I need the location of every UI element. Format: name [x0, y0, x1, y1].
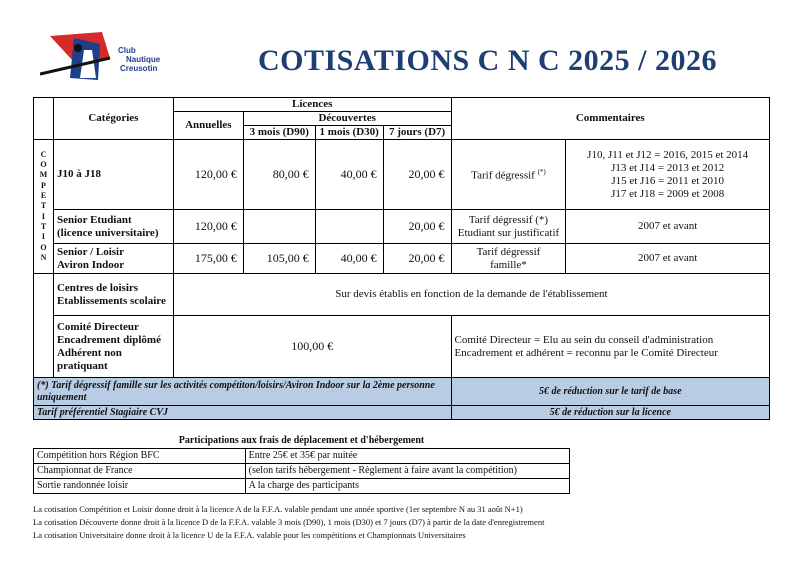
row-comment: 2007 et avant [566, 210, 770, 244]
footnote: La cotisation Découverte donne droit à la licence D de la F.F.A. valable 3 mois (D90), 1 mois (D30) et 7 jours (D7) à partir de la date d'enregistrement [33, 517, 545, 527]
price-d30: 40,00 € [315, 244, 383, 274]
table-row [34, 274, 770, 316]
spacer-cell [34, 274, 54, 316]
note-row [34, 378, 770, 406]
note-right: 5€ de réduction sur la licence [451, 406, 769, 420]
centres-text: Sur devis établis en fonction de la demande de l'établissement [173, 274, 769, 316]
spacer-cell [34, 316, 54, 378]
header-decouvertes: Découvertes [243, 112, 451, 126]
note-left: Tarif préférentiel Stagiaire CVJ [34, 406, 452, 420]
header-d90: 3 mois (D90) [243, 126, 315, 140]
price-annuelle: 120,00 € [173, 210, 243, 244]
participation-label: Compétition hors Région BFC [34, 449, 246, 464]
participation-label: Championnat de France [34, 464, 246, 479]
price-d90-empty [243, 210, 315, 244]
table-row [34, 210, 770, 244]
page-title: COTISATIONS C N C 2025 / 2026 [258, 44, 718, 77]
comite-price: 100,00 € [173, 316, 451, 378]
participation-label: Sortie randonnée loisir [34, 479, 246, 494]
row-tarif: Tarif dégressif (*) [451, 140, 566, 210]
price-d7: 20,00 € [383, 244, 451, 274]
table-row [34, 140, 770, 210]
header-d7: 7 jours (D7) [383, 126, 451, 140]
participation-value: (selon tarifs hébergement - Règlement à faire avant la compétition) [245, 464, 569, 479]
cotisations-table [33, 97, 770, 420]
table-row [34, 464, 570, 479]
row-tarif: Tarif dégressif (*) Etudiant sur justificatif [451, 210, 566, 244]
logo-text-creusotin: Creusotin [120, 64, 158, 73]
header-licences: Licences [173, 98, 451, 112]
comite-comment: Comité Directeur = Elu au sein du conseil d'administration Encadrement et adhérent = reconnu par le Comité Directeur [451, 316, 769, 378]
competition-vertical-label: C O M P E T I T I O N [34, 140, 54, 274]
price-d30: 40,00 € [315, 140, 383, 210]
price-d90: 105,00 € [243, 244, 315, 274]
table-row [34, 244, 770, 274]
row-category: Senior / Loisir Aviron Indoor [53, 244, 173, 274]
header-commentaires: Commentaires [451, 98, 769, 140]
row-category: Comité Directeur Encadrement diplômé Adhérent non pratiquant [53, 316, 173, 378]
note-row [34, 406, 770, 420]
row-category: Centres de loisirs Etablissements scolaire [53, 274, 173, 316]
footnote: La cotisation Compétition et Loisir donne droit à la licence A de la F.F.A. valable pendant une année sportive (1er septembre N au 31 août N+1) [33, 504, 523, 514]
club-logo [40, 28, 175, 90]
price-annuelle: 120,00 € [173, 140, 243, 210]
header-d30: 1 mois (D30) [315, 126, 383, 140]
row-category: Senior Etudiant (licence universitaire) [53, 210, 173, 244]
participation-value: A la charge des participants [245, 479, 569, 494]
logo-text-nautique: Nautique [126, 55, 161, 64]
table-row [34, 479, 570, 494]
row-comment: 2007 et avant [566, 244, 770, 274]
row-comment: J10, J11 et J12 = 2016, 2015 et 2014 J13 et J14 = 2013 et 2012 J15 et J16 = 2011 et 2010 J17 et J18 = 2009 et 2008 [566, 140, 770, 210]
header-corner [34, 98, 54, 140]
note-right: 5€ de réduction sur le tarif de base [451, 378, 769, 406]
table-row [34, 449, 570, 464]
row-category: J10 à J18 [53, 140, 173, 210]
header-annuelles: Annuelles [173, 112, 243, 140]
row-tarif: Tarif dégressif famille* [451, 244, 566, 274]
footnotes [33, 503, 783, 542]
price-d30-empty [315, 210, 383, 244]
participation-value: Entre 25€ et 35€ par nuitée [245, 449, 569, 464]
note-left: (*) Tarif dégressif famille sur les activités compétiton/loisirs/Aviron Indoor sur la 2ème personne uniquement [34, 378, 452, 406]
logo-text-club: Club [118, 46, 136, 55]
participations-table [33, 434, 570, 494]
price-d7: 20,00 € [383, 140, 451, 210]
participations-title: Participations aux frais de déplacement et d'hébergement [34, 434, 570, 449]
footnote: La cotisation Universitaire donne droit à la licence U de la F.F.A. valable pour les compétitions et Championnats Universitaires [33, 530, 466, 540]
price-annuelle: 175,00 € [173, 244, 243, 274]
price-d7: 20,00 € [383, 210, 451, 244]
table-row [34, 316, 770, 378]
rower-logo-icon [40, 28, 120, 90]
header-categories: Catégories [53, 98, 173, 140]
price-d90: 80,00 € [243, 140, 315, 210]
